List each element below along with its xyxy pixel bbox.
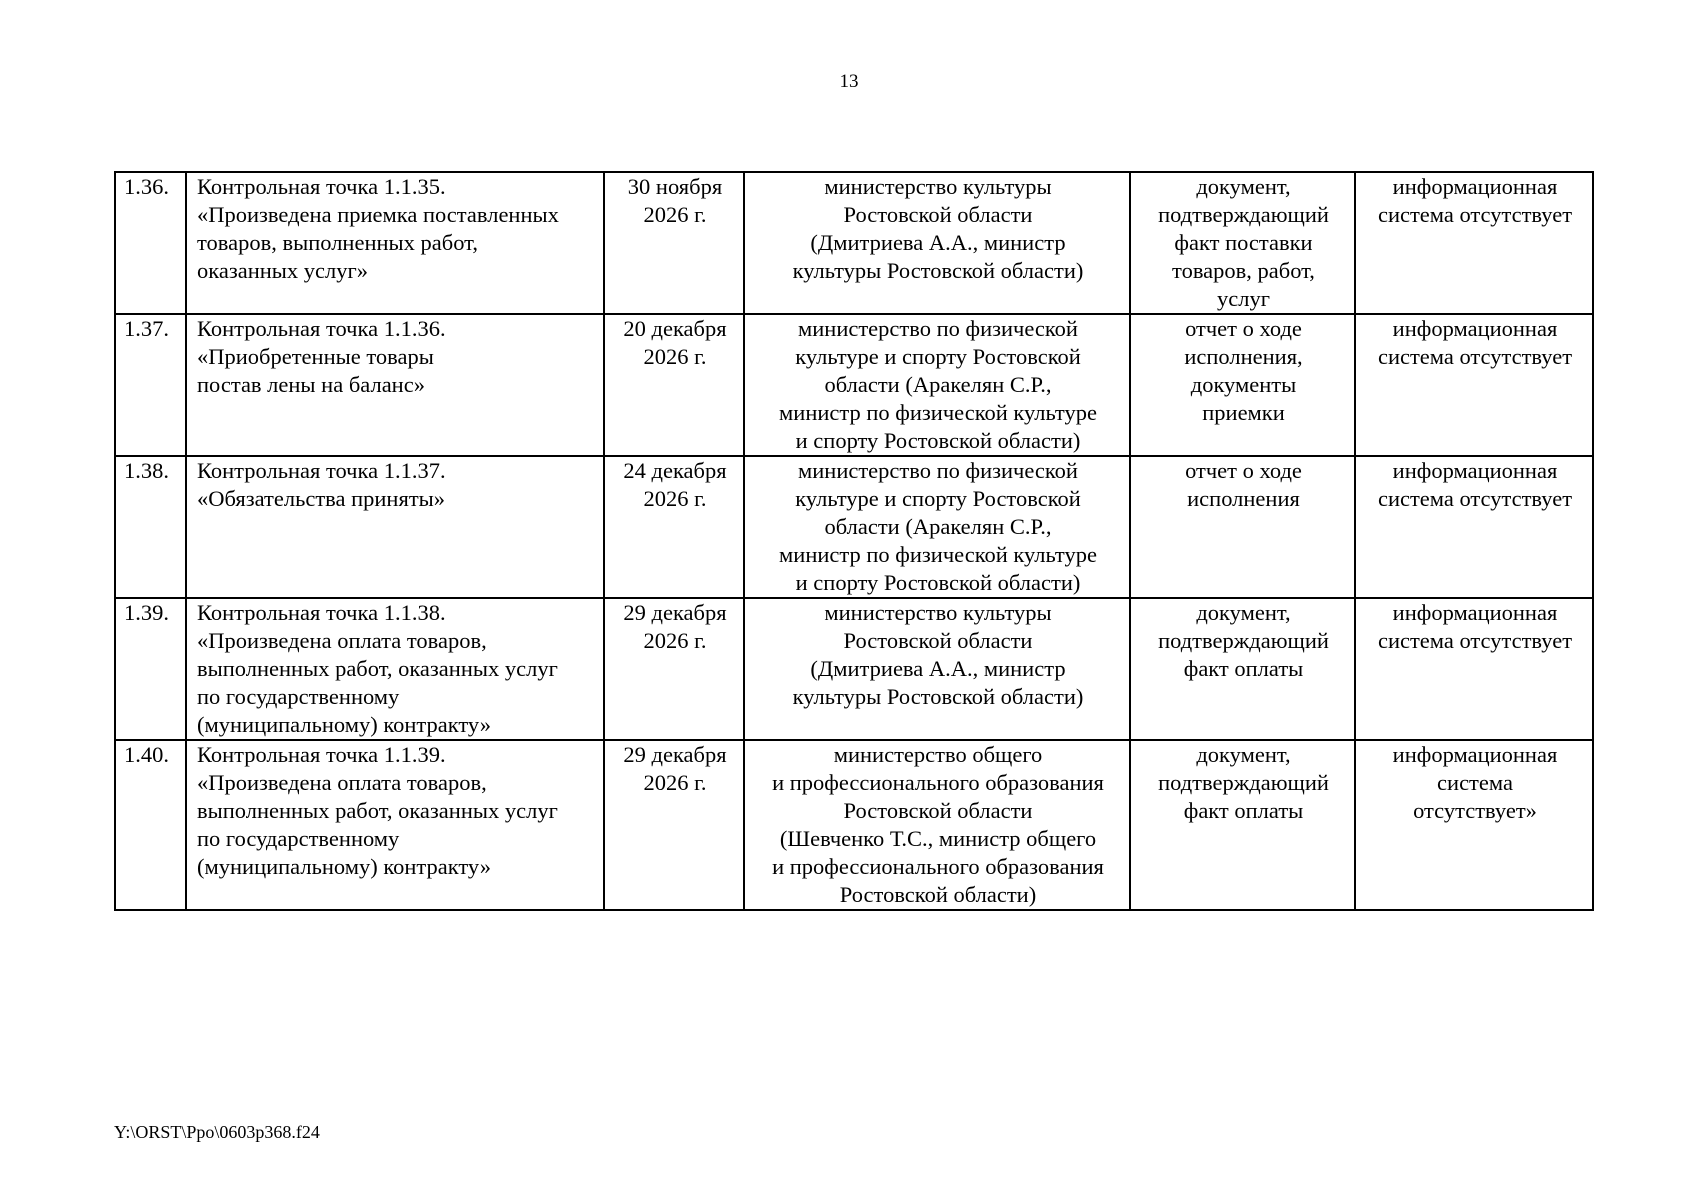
control-points-table — [114, 171, 1594, 911]
responsible-executor: министерство культуры Ростовской области (Дмитриева А.А., министр культуры Ростовской области) — [744, 598, 1130, 740]
deadline-date: 29 декабря 2026 г. — [604, 740, 744, 910]
control-point-name: Контрольная точка 1.1.35. «Произведена приемка поставленных товаров, выполненных работ, оказанных услуг» — [186, 172, 604, 314]
table-row — [115, 314, 1593, 456]
file-path-footer: Y:\ORST\Ppo\0603p368.f24 — [114, 1122, 320, 1142]
responsible-executor: министерство культуры Ростовской области (Дмитриева А.А., министр культуры Ростовской области) — [744, 172, 1130, 314]
row-number: 1.36. — [115, 172, 186, 314]
information-system: информационная система отсутствует — [1355, 598, 1593, 740]
control-point-name: Контрольная точка 1.1.37. «Обязательства приняты» — [186, 456, 604, 598]
table-row — [115, 172, 1593, 314]
row-number: 1.38. — [115, 456, 186, 598]
row-number: 1.37. — [115, 314, 186, 456]
deadline-date: 29 декабря 2026 г. — [604, 598, 744, 740]
confirmation-document: документ, подтверждающий факт оплаты — [1130, 598, 1355, 740]
information-system: информационная система отсутствует — [1355, 314, 1593, 456]
information-system: информационная система отсутствует» — [1355, 740, 1593, 910]
confirmation-document: отчет о ходе исполнения — [1130, 456, 1355, 598]
row-number: 1.40. — [115, 740, 186, 910]
control-point-name: Контрольная точка 1.1.38. «Произведена оплата товаров, выполненных работ, оказанных услуг по государственному (муниципальному) контракту» — [186, 598, 604, 740]
deadline-date: 20 декабря 2026 г. — [604, 314, 744, 456]
control-point-name: Контрольная точка 1.1.36. «Приобретенные товары постав лены на баланс» — [186, 314, 604, 456]
information-system: информационная система отсутствует — [1355, 172, 1593, 314]
confirmation-document: отчет о ходе исполнения, документы приемки — [1130, 314, 1355, 456]
row-number: 1.39. — [115, 598, 186, 740]
page-number: 13 — [839, 71, 859, 92]
responsible-executor: министерство по физической культуре и спорту Ростовской области (Аракелян С.Р., министр по физической культуре и спорту Ростовской области) — [744, 314, 1130, 456]
deadline-date: 30 ноября 2026 г. — [604, 172, 744, 314]
table-row — [115, 740, 1593, 910]
information-system: информационная система отсутствует — [1355, 456, 1593, 598]
table-row — [115, 456, 1593, 598]
deadline-date: 24 декабря 2026 г. — [604, 456, 744, 598]
responsible-executor: министерство по физической культуре и спорту Ростовской области (Аракелян С.Р., министр по физической культуре и спорту Ростовской области) — [744, 456, 1130, 598]
table-row — [115, 598, 1593, 740]
control-point-name: Контрольная точка 1.1.39. «Произведена оплата товаров, выполненных работ, оказанных услуг по государственному (муниципальному) контракту» — [186, 740, 604, 910]
confirmation-document: документ, подтверждающий факт оплаты — [1130, 740, 1355, 910]
responsible-executor: министерство общего и профессионального образования Ростовской области (Шевченко Т.С., министр общего и профессионального образования Ростовской области) — [744, 740, 1130, 910]
confirmation-document: документ, подтверждающий факт поставки товаров, работ, услуг — [1130, 172, 1355, 314]
